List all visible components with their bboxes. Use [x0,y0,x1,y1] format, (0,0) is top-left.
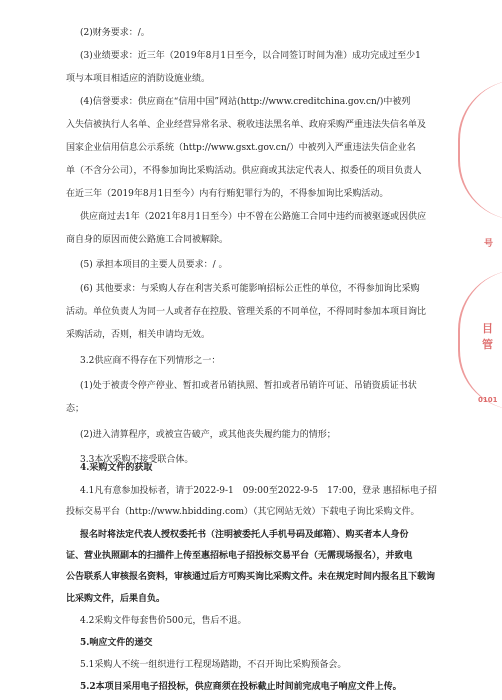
other-requirement-line3: 采购活动，否则，相关申请均无效。 [66,330,211,340]
seal-text-1: 号 [484,239,494,249]
contract-history-line1: 供应商过去1年（2021年8月1日至今）中不曾在公路施工合同中违约而被驱逐或因供应 [80,212,427,222]
seal-text-2: 目管 [482,322,493,351]
credit-requirement-line5: 在近三年（2019年8月1日至今）内有行贿犯罪行为的，不得参加询比采购活动。 [66,189,389,199]
performance-requirement-line2: 项与本项目相适应的消防设施业绩。 [66,74,211,84]
credit-requirement-line2: 入失信被执行人名单、企业经营异常名录、税收违法黑名单、政府采购严重违法失信名单及 [66,120,427,130]
document-price: 4.2采购文件每套售价500元，售后不退。 [80,616,247,626]
performance-requirement-line1: (3)业绩要求：近三年（2019年8月1日至今，以合同签订时间为准）成功完成过至少1 [80,51,421,61]
registration-line3: 公告联系人审核报名资料，审核通过后方可购买询比采购文件。未在规定时间内报名且下载询 [66,572,436,582]
exclusion-item1-line2: 态； [66,404,85,414]
seal-text-3: 0101 [478,396,498,404]
submission-5-1: 5.1采购人不统一组织进行工程现场踏勘，不召开询比采购预备会。 [80,660,347,670]
credit-requirement-line1: (4)信誉要求：供应商在“信用中国”网站(http://www.creditchina.gov.cn/)中被列 [80,97,411,107]
registration-line1: 报名时将法定代表人授权委托书（注明被委托人手机号码及邮箱）、购买者本人身份 [80,530,409,540]
contract-history-line2: 商自身的原因而使公路施工合同被解除。 [66,235,229,245]
obtain-docs-line1: 4.1凡有意参加投标者，请于2022-9-1 09:00至2022-9-5 17:00，登录 惠招标电子招 [80,486,437,496]
section-4-heading: 4.采购文件的获取 [80,463,153,473]
exclusion-item1-line1: (1)处于被责令停产停业、暂扣或者吊销执照、暂扣或者吊销许可证、吊销资质证书状 [80,381,417,391]
personnel-requirement: (5) 承担本项目的主要人员要求：/ 。 [80,260,228,270]
registration-line4: 比采购文件，后果自负。 [66,594,166,604]
other-requirement-line2: 活动。单位负责人为同一人或者存在控股、管理关系的不同单位，不得同时参加本项目询比 [66,307,427,317]
credit-requirement-line4: 单（不含分公司），不得参加询比采购活动。供应商或其法定代表人、拟委任的项目负责人 [66,166,422,176]
section-5-heading: 5.响应文件的递交 [80,638,153,648]
other-requirement-line1: (6) 其他要求：与采购人存在利害关系可能影响招标公正性的单位，不得参加询比采购 [80,284,420,294]
registration-line2: 证、营业执照副本的扫描件上传至惠招标电子招投标交易平台（无需现场报名），并致电 [66,551,413,561]
exclusion-item2: (2)进入清算程序，或被宣告破产，或其他丧失履约能力的情形； [80,430,336,440]
credit-requirement-line3: 国家企业信用信息公示系统（http://www.gsxt.gov.cn/）中被列入严重违法失信企业名 [66,143,416,153]
no-consortium: 3.3本次采购不接受联合体。 [80,455,194,465]
exclusion-heading: 3.2供应商不得存在下列情形之一： [80,356,221,366]
finance-requirement: (2)财务要求：/。 [80,28,150,38]
obtain-docs-line2: 投标交易平台（http://www.hbidding.com）（其它网站无效）下载电子询比采购文件。 [66,507,420,517]
submission-5-2: 5.2本项目采用电子招投标，供应商须在投标截止时间前完成电子响应文件上传。 [80,682,402,692]
